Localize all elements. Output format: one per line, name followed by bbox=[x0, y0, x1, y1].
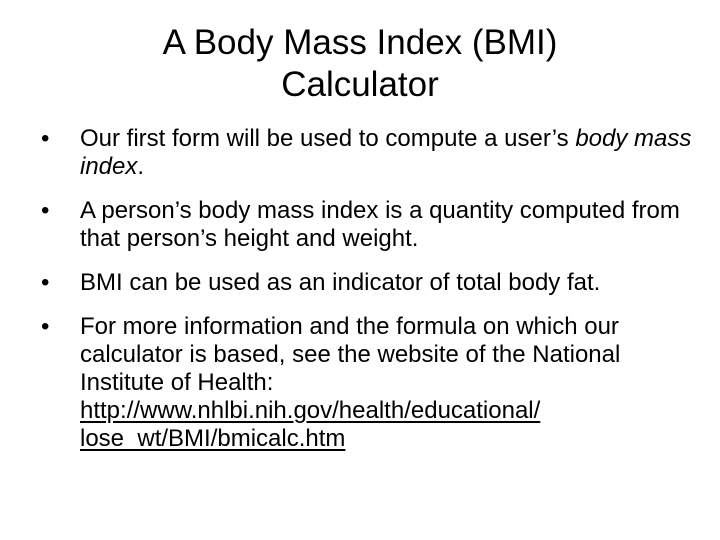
bullet-item bbox=[41, 125, 701, 181]
bullet-list bbox=[41, 125, 701, 469]
title-line-2: Calculator bbox=[281, 65, 439, 104]
bullet-text: For more information and the formula on which our calculator is based, see the website of the National Institute of Health: bbox=[80, 313, 621, 396]
bullet-marker: • bbox=[41, 125, 50, 152]
bullet-text-end: . bbox=[137, 153, 145, 180]
nhlbi-link-line-1[interactable]: http://www.nhlbi.nih.gov/health/educational/ bbox=[80, 397, 541, 424]
bullet-text: BMI can be used as an indicator of total body fat. bbox=[80, 269, 601, 296]
bullet-italic-term: body mass index bbox=[80, 125, 692, 180]
bullet-text: Our first form will be used to compute a user’s bbox=[80, 125, 576, 152]
title-line-1: A Body Mass Index (BMI) bbox=[162, 23, 558, 62]
nhlbi-link-line-2[interactable]: lose_wt/BMI/bmicalc.htm bbox=[80, 425, 346, 452]
bullet-marker: • bbox=[41, 197, 50, 224]
bullet-marker: • bbox=[41, 313, 50, 340]
slide-title bbox=[0, 22, 720, 106]
bullet-marker: • bbox=[41, 269, 50, 296]
bullet-text: A person’s body mass index is a quantity computed from that person’s height and weight. bbox=[80, 197, 680, 252]
bullet-item bbox=[41, 197, 701, 253]
bullet-item bbox=[41, 269, 701, 297]
bullet-item bbox=[41, 313, 701, 453]
